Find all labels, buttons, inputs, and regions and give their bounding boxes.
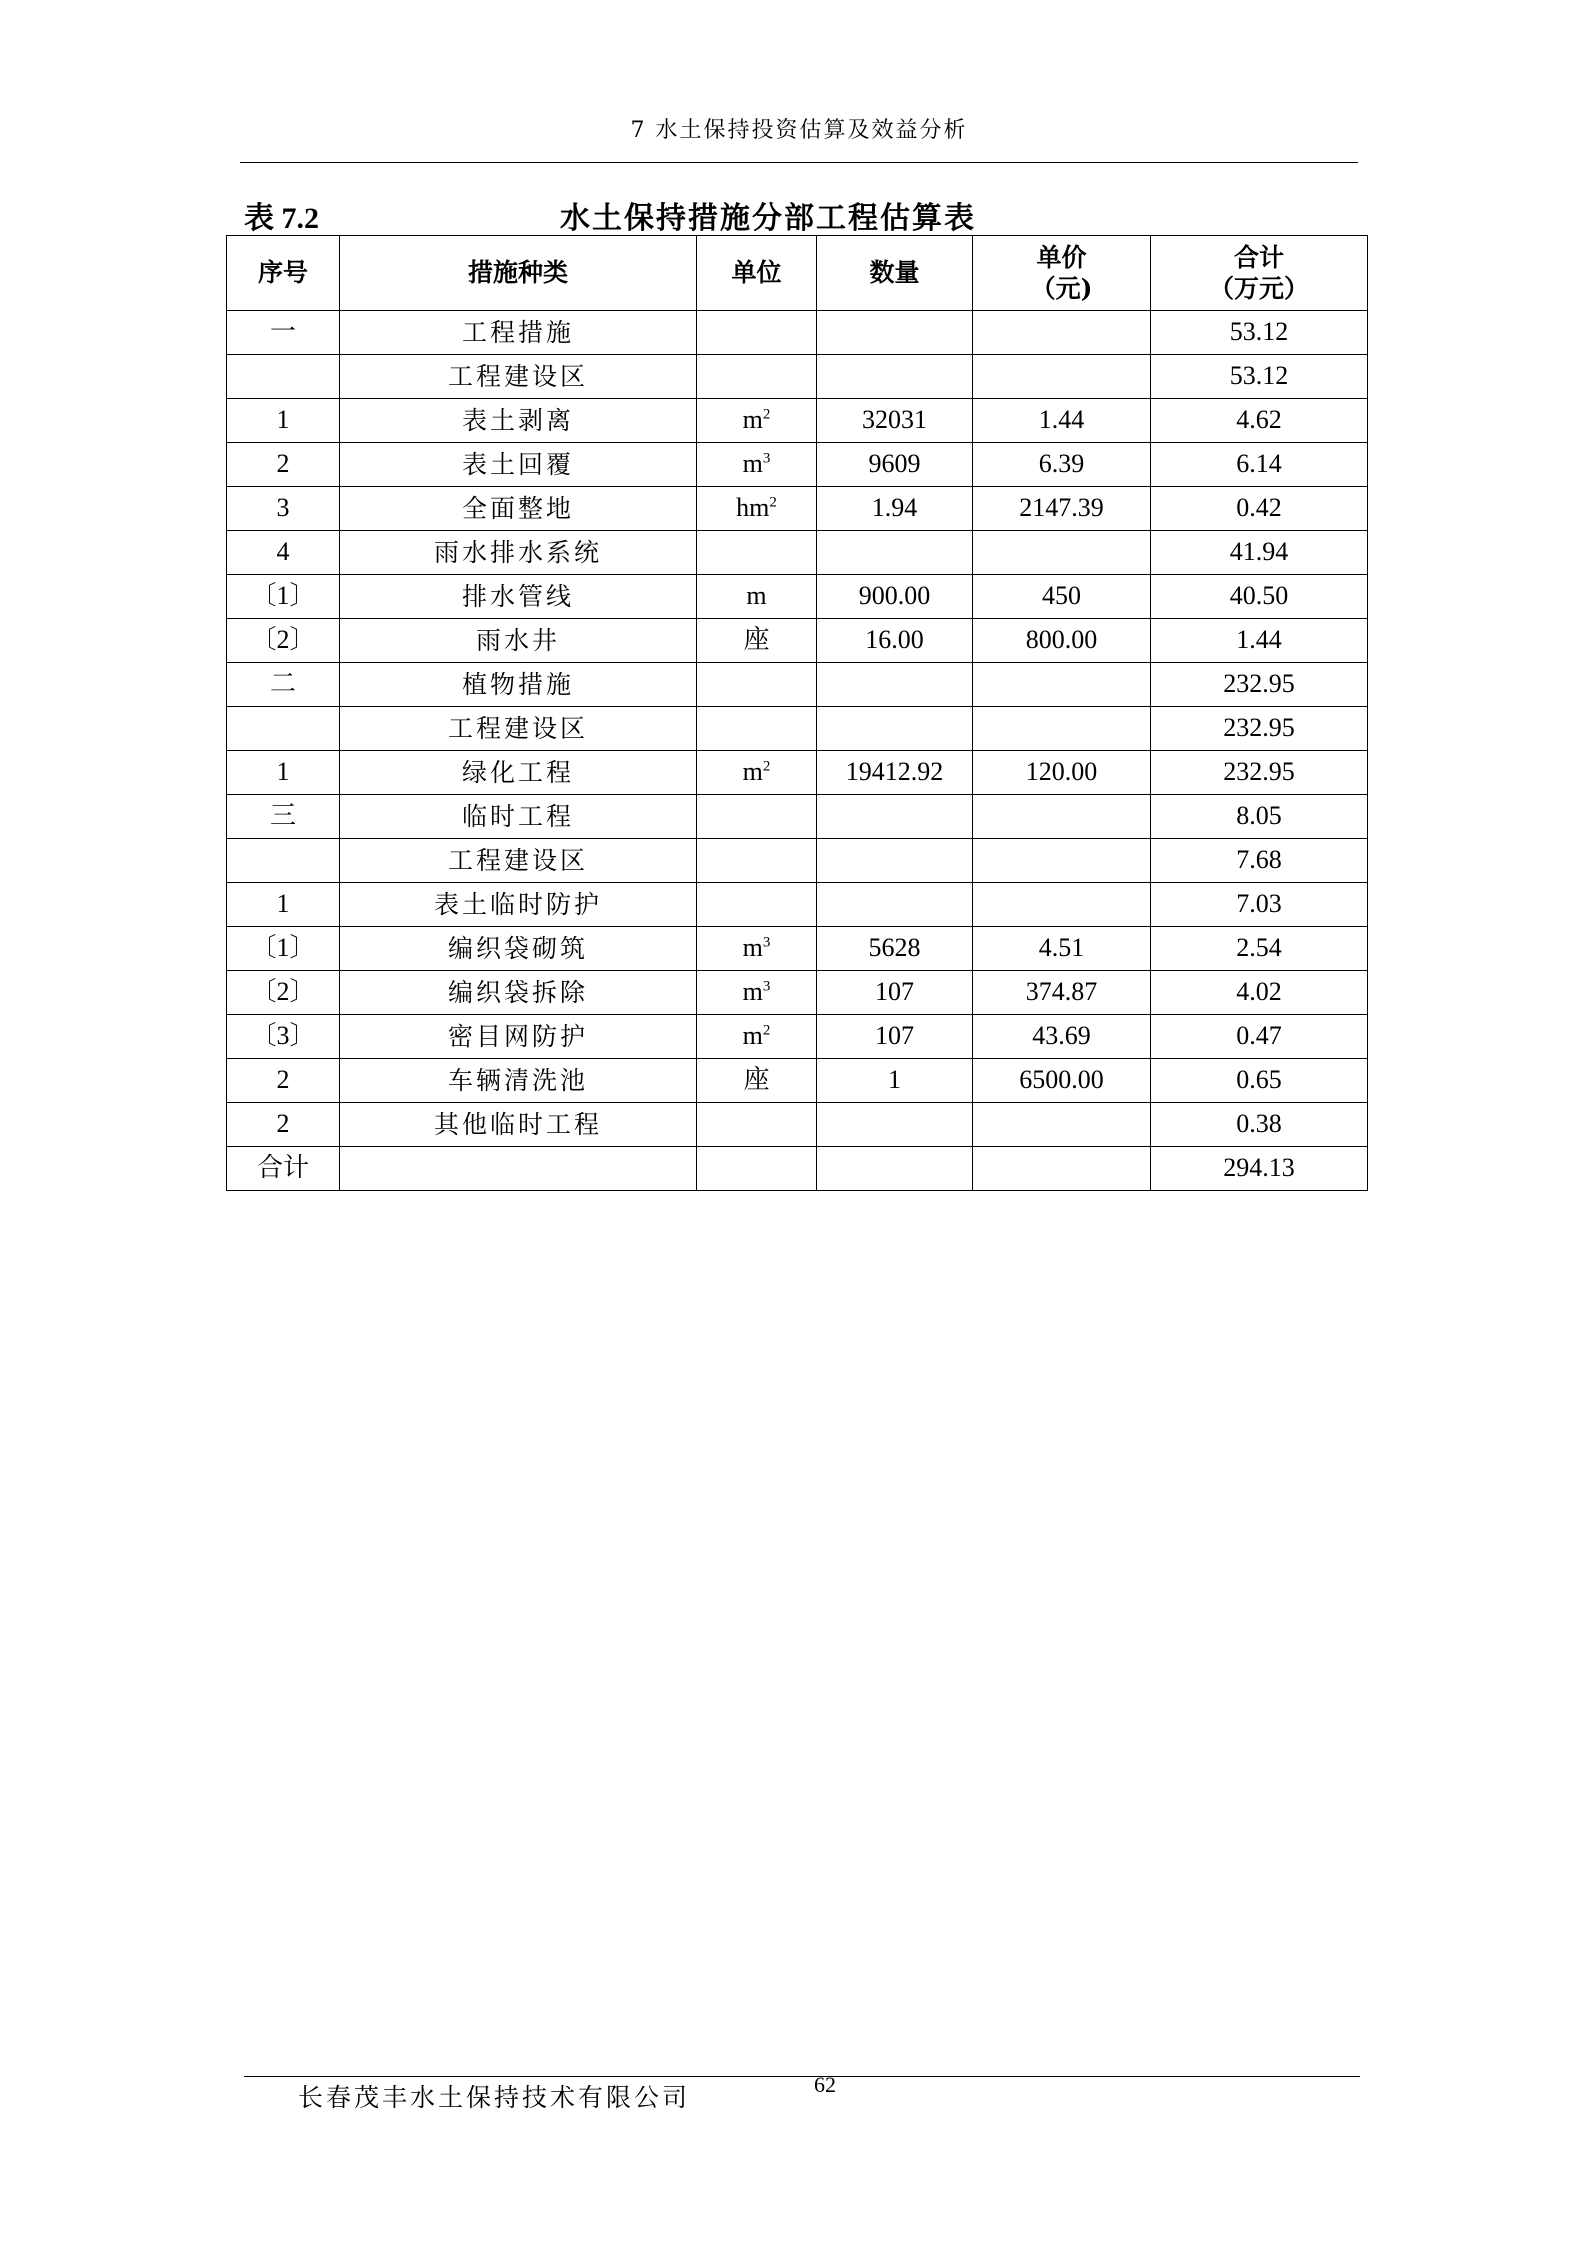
cell-price [973,399,1151,443]
cell-seq [227,1147,340,1191]
cell-total [1151,487,1368,531]
cell-item [340,883,697,927]
cell-item-text: 车辆清洗池 [447,1065,588,1095]
table-row [227,751,1368,795]
cell-qty [817,971,973,1015]
unit-exponent: 2 [762,758,771,775]
cell-seq-text: 〔3〕 [250,1021,316,1051]
cell-item [340,443,697,487]
cell-qty [817,443,973,487]
cell-qty [817,1059,973,1103]
cell-seq-text: 一 [269,317,296,347]
table-row [227,443,1368,487]
cell-item-text: 编织袋拆除 [447,977,588,1007]
cell-total-text: 294.13 [1223,1153,1295,1183]
header-total-line2: （万元） [1208,274,1309,303]
cell-seq [227,707,340,751]
table-row [227,663,1368,707]
cell-total [1151,575,1368,619]
cell-total-text: 0.38 [1236,1109,1282,1139]
cell-total [1151,443,1368,487]
table-body [227,311,1368,1191]
cell-unit-text: m [742,449,763,479]
cell-price-text: 374.87 [1025,977,1098,1007]
header-price-line2: （元) [1030,274,1093,303]
cell-price [973,575,1151,619]
cell-unit [697,487,817,531]
cell-seq [227,927,340,971]
cell-item [340,1103,697,1147]
cell-seq [227,487,340,531]
cell-total [1151,751,1368,795]
cell-price [973,487,1151,531]
cell-seq [227,839,340,883]
running-header: 7 水土保持投资估算及效益分析 [630,118,968,143]
cell-price [973,443,1151,487]
cell-seq [227,443,340,487]
cell-price [973,531,1151,575]
header-total [1151,236,1368,311]
cell-qty [817,883,973,927]
cell-total-text: 2.54 [1236,933,1282,963]
cell-total [1151,355,1368,399]
cell-total-text: 232.95 [1223,669,1295,699]
cell-price [973,1103,1151,1147]
table-row [227,487,1368,531]
table-row [227,311,1368,355]
cell-item [340,1147,697,1191]
unit-exponent: 3 [762,978,771,995]
cell-unit [697,1015,817,1059]
cell-seq-text: 2 [276,449,290,479]
cell-total-text: 1.44 [1236,625,1282,655]
cell-total-text: 232.95 [1223,713,1295,743]
cell-unit [697,795,817,839]
cell-seq-text: 三 [269,801,296,831]
cell-item [340,1059,697,1103]
cell-total-text: 40.50 [1229,581,1289,611]
cell-qty [817,663,973,707]
cell-item [340,839,697,883]
cell-item [340,707,697,751]
cell-unit-text: m [742,977,763,1007]
table-row [227,927,1368,971]
cell-unit [697,619,817,663]
header-price-line1: 单价 [1036,242,1087,272]
cell-seq-text: 3 [276,493,290,523]
cell-total [1151,311,1368,355]
cell-qty-text: 19412.92 [845,757,944,787]
cell-unit [697,883,817,927]
cell-total [1151,883,1368,927]
cell-qty [817,619,973,663]
cell-seq [227,311,340,355]
header-rule [240,162,1358,163]
cell-total [1151,1059,1368,1103]
cell-item [340,971,697,1015]
cell-item-text: 工程建设区 [447,361,588,391]
cell-item [340,1015,697,1059]
cell-unit-text: m [742,757,763,787]
cell-total-text: 0.47 [1236,1021,1282,1051]
cell-price-text: 450 [1042,581,1081,611]
cell-qty [817,311,973,355]
cell-price-text: 120.00 [1025,757,1098,787]
cell-unit-text: m [742,933,763,963]
table-row [227,1103,1368,1147]
cell-qty [817,1015,973,1059]
cell-price-text: 4.51 [1038,933,1085,963]
cell-seq-text: 二 [269,669,296,699]
cell-unit [697,355,817,399]
cell-total [1151,927,1368,971]
cell-unit [697,839,817,883]
cell-price [973,1059,1151,1103]
cell-qty-text: 900.00 [858,581,931,611]
cell-price-text: 6.39 [1038,449,1085,479]
cell-unit-text: hm [736,493,770,523]
cell-unit-text: m [742,405,763,435]
cell-unit-text: m [742,1021,763,1051]
table-number: 表 7.2 [244,202,319,235]
cell-item [340,619,697,663]
cell-total [1151,663,1368,707]
cell-total [1151,1015,1368,1059]
cell-qty [817,707,973,751]
cell-total-text: 7.68 [1236,845,1282,875]
cell-seq-text: 〔1〕 [250,581,316,611]
table-row [227,619,1368,663]
cell-price [973,839,1151,883]
cell-price [973,883,1151,927]
cell-qty-text: 1 [888,1065,901,1095]
cell-item-text: 其他临时工程 [433,1109,602,1139]
cell-total [1151,1147,1368,1191]
cell-unit [697,751,817,795]
header-qty: 数量 [817,236,973,311]
cell-item [340,487,697,531]
cell-unit [697,575,817,619]
cell-price-text: 43.69 [1032,1021,1091,1051]
cell-item-text: 工程措施 [461,317,574,347]
table-row [227,971,1368,1015]
page-number: 62 [814,2072,836,2097]
cell-seq [227,355,340,399]
cell-price [973,707,1151,751]
cell-qty [817,751,973,795]
header-item: 措施种类 [340,236,697,311]
cell-price [973,619,1151,663]
cell-seq [227,883,340,927]
cell-item-text: 雨水排水系统 [433,537,602,567]
cell-seq [227,619,340,663]
table-row [227,575,1368,619]
cell-total-text: 4.02 [1236,977,1282,1007]
cell-unit [697,443,817,487]
cell-qty [817,795,973,839]
cell-total [1151,1103,1368,1147]
cell-price [973,795,1151,839]
cell-item-text: 表土回覆 [461,449,574,479]
cell-total-text: 53.12 [1229,361,1289,391]
cell-total-text: 8.05 [1236,801,1282,831]
cell-price [973,1147,1151,1191]
unit-exponent: 2 [762,406,771,423]
unit-exponent: 2 [769,494,777,511]
cell-price [973,927,1151,971]
cell-price [973,311,1151,355]
cell-price-text: 1.44 [1038,405,1085,435]
cell-seq-text: 2 [276,1065,290,1095]
cell-total [1151,707,1368,751]
cell-price [973,663,1151,707]
cell-qty [817,355,973,399]
cell-seq-text: 〔1〕 [250,933,316,963]
cell-item [340,927,697,971]
header-seq: 序号 [227,236,340,311]
cell-seq [227,399,340,443]
cell-item-text: 工程建设区 [447,845,588,875]
cell-qty-text: 32031 [862,405,927,435]
cell-item [340,355,697,399]
cell-item-text: 全面整地 [461,493,574,523]
header-total-line1: 合计 [1233,242,1284,272]
table-row [227,1015,1368,1059]
cell-seq-text: 〔2〕 [250,977,316,1007]
cell-price-text: 2147.39 [1019,493,1104,523]
cell-total-text: 6.14 [1236,449,1282,479]
cell-qty [817,487,973,531]
cell-seq-text: 1 [276,889,290,919]
cell-total-text: 53.12 [1229,317,1289,347]
cell-qty-text: 16.00 [865,625,924,655]
cell-item-text: 编织袋砌筑 [447,933,588,963]
estimate-table [226,235,1368,1191]
cell-unit-text: m [746,581,767,611]
cell-total-text: 232.95 [1223,757,1295,787]
cell-seq [227,795,340,839]
cell-total [1151,839,1368,883]
cell-qty [817,839,973,883]
cell-price-text: 800.00 [1025,625,1098,655]
cell-total-text: 0.65 [1236,1065,1282,1095]
cell-qty [817,399,973,443]
cell-seq [227,1059,340,1103]
cell-item-text: 表土临时防护 [433,889,602,919]
cell-seq [227,1015,340,1059]
cell-total-text: 0.42 [1236,493,1282,523]
table-row [227,355,1368,399]
cell-item [340,311,697,355]
cell-total [1151,619,1368,663]
cell-unit [697,1103,817,1147]
cell-item-text: 雨水井 [475,625,560,655]
cell-item-text: 临时工程 [461,801,574,831]
cell-seq-text: 合计 [256,1153,309,1183]
unit-exponent: 3 [762,934,771,951]
table-row [227,839,1368,883]
cell-unit [697,707,817,751]
table-row [227,1059,1368,1103]
cell-unit [697,927,817,971]
cell-qty [817,1147,973,1191]
cell-seq-text: 2 [276,1109,290,1139]
cell-item [340,531,697,575]
cell-unit-text: 座 [743,625,770,655]
cell-price-text: 6500.00 [1019,1065,1104,1095]
table-row [227,883,1368,927]
cell-item [340,795,697,839]
cell-unit [697,311,817,355]
cell-qty [817,1103,973,1147]
cell-total [1151,399,1368,443]
cell-unit [697,1147,817,1191]
cell-qty-text: 1.94 [871,493,918,523]
cell-item [340,663,697,707]
cell-item-text: 工程建设区 [447,713,588,743]
cell-seq-text: 1 [276,405,290,435]
cell-total-text: 7.03 [1236,889,1282,919]
cell-seq [227,1103,340,1147]
table-title: 水土保持措施分部工程估算表 [560,201,976,236]
cell-qty-text: 9609 [868,449,921,479]
cell-unit [697,663,817,707]
cell-qty-text: 107 [875,1021,914,1051]
cell-item [340,575,697,619]
cell-price [973,751,1151,795]
table-row [227,795,1368,839]
cell-qty-text: 5628 [868,933,921,963]
header-unit: 单位 [697,236,817,311]
cell-qty [817,531,973,575]
table-row [227,531,1368,575]
table-row [227,707,1368,751]
cell-total [1151,531,1368,575]
cell-item-text: 排水管线 [461,581,574,611]
table-row [227,1147,1368,1191]
cell-item [340,751,697,795]
cell-unit [697,531,817,575]
cell-seq [227,531,340,575]
cell-item [340,399,697,443]
cell-seq [227,663,340,707]
cell-unit [697,1059,817,1103]
cell-seq-text: 1 [276,757,290,787]
footer-company: 长春茂丰水土保持技术有限公司 [298,2083,691,2112]
cell-seq [227,751,340,795]
cell-seq-text: 〔2〕 [250,625,316,655]
cell-item-text: 表土剥离 [461,405,574,435]
cell-price [973,355,1151,399]
cell-item-text: 植物措施 [461,669,574,699]
cell-seq [227,971,340,1015]
cell-total [1151,971,1368,1015]
cell-qty [817,575,973,619]
cell-total-text: 4.62 [1236,405,1282,435]
table-header-row [227,236,1368,311]
cell-price [973,971,1151,1015]
header-price [973,236,1151,311]
table-row [227,399,1368,443]
cell-total-text: 41.94 [1229,537,1289,567]
cell-qty [817,927,973,971]
unit-exponent: 3 [762,450,771,467]
cell-total [1151,795,1368,839]
unit-exponent: 2 [762,1022,771,1039]
cell-seq [227,575,340,619]
cell-unit [697,399,817,443]
cell-unit [697,971,817,1015]
cell-unit-text: 座 [743,1065,770,1095]
cell-seq-text: 4 [276,537,290,567]
cell-qty-text: 107 [875,977,914,1007]
cell-item-text: 密目网防护 [447,1021,588,1051]
cell-price [973,1015,1151,1059]
cell-item-text: 绿化工程 [461,757,574,787]
